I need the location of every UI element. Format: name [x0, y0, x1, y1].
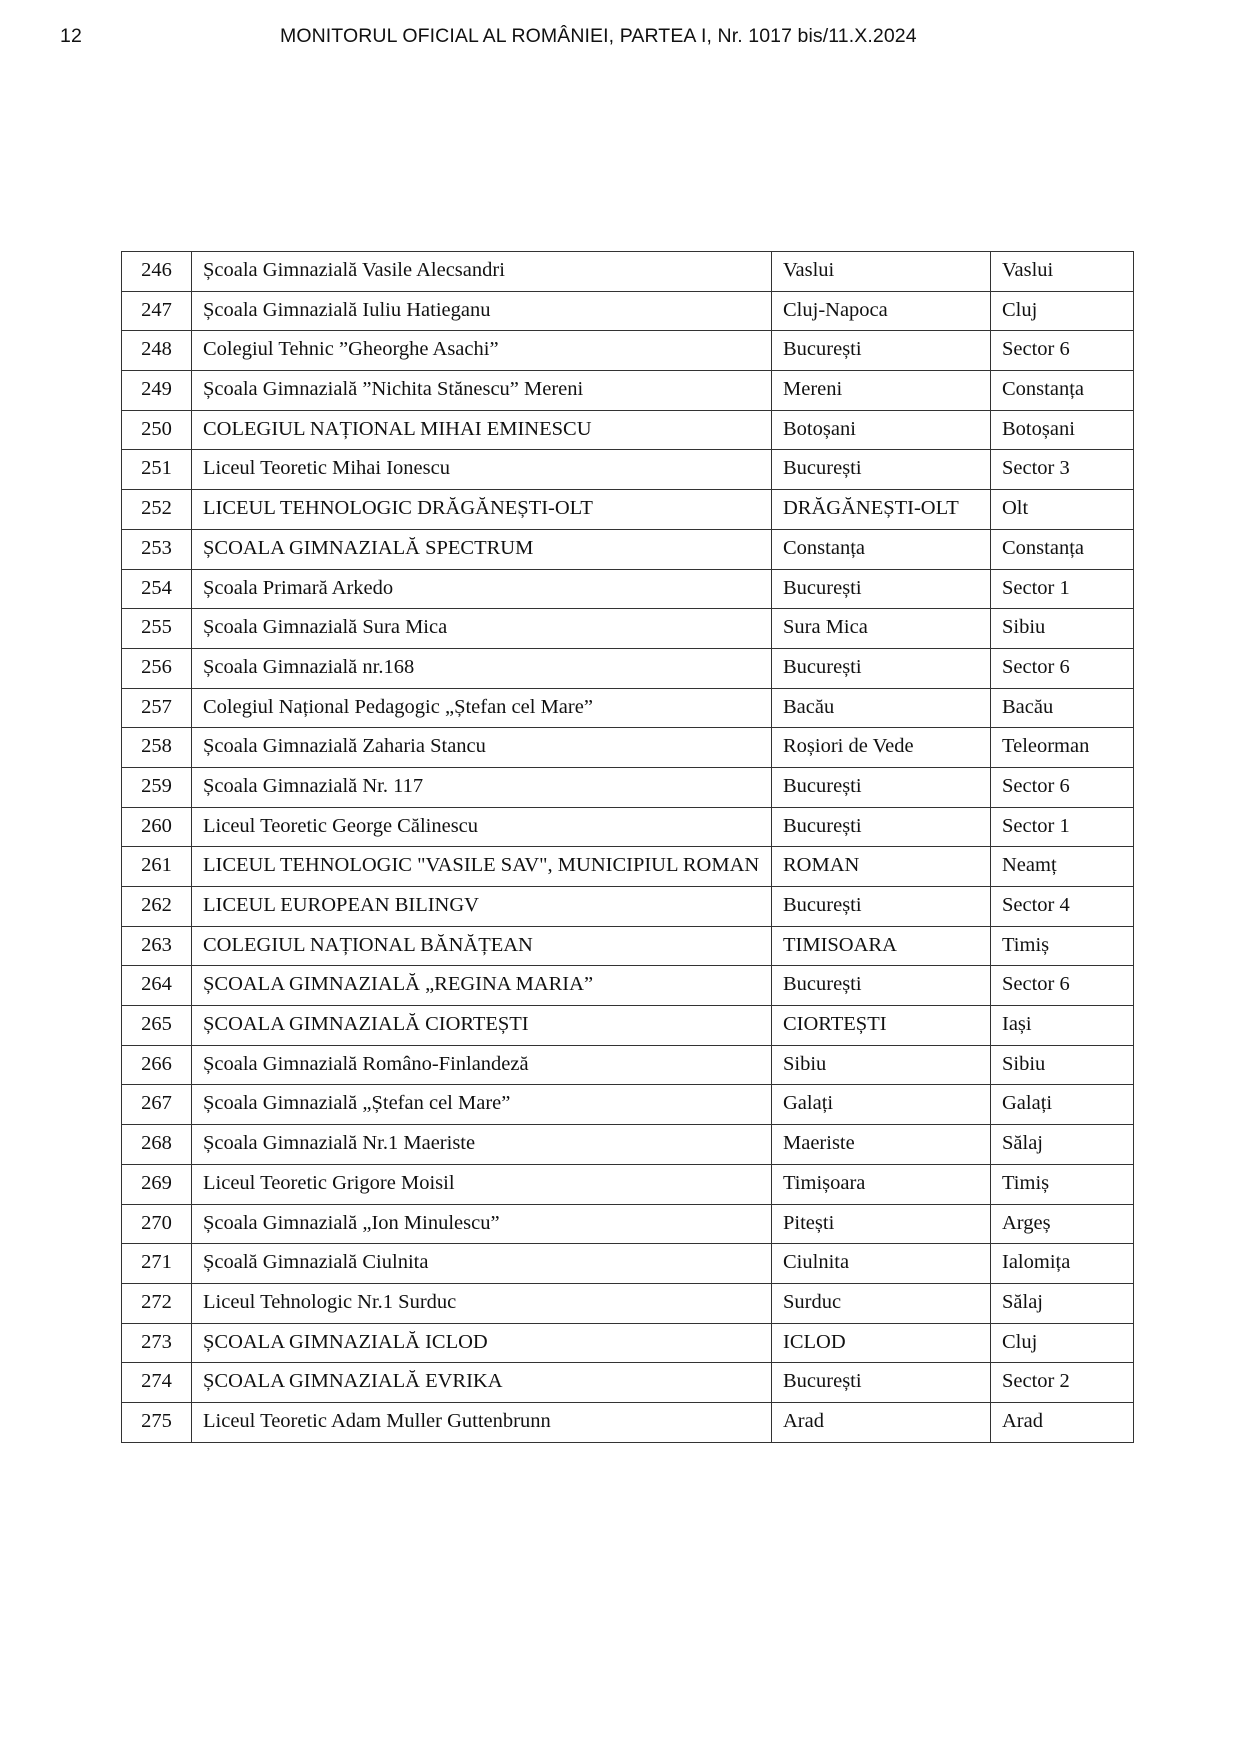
table-row — [122, 767, 1134, 807]
publication-title: MONITORUL OFICIAL AL ROMÂNIEI, PARTEA I, Nr. 1017 bis/11.X.2024 — [280, 25, 917, 47]
county-cell: Argeș — [991, 1204, 1134, 1244]
table-row — [122, 410, 1134, 450]
locality-cell: Vaslui — [772, 252, 991, 292]
county-cell: Galați — [991, 1085, 1134, 1125]
row-number-cell: 263 — [122, 926, 192, 966]
county-cell: Timiș — [991, 926, 1134, 966]
table-row — [122, 887, 1134, 927]
locality-cell: Ciulnita — [772, 1244, 991, 1284]
row-number-cell: 257 — [122, 688, 192, 728]
row-number-cell: 274 — [122, 1363, 192, 1403]
locality-cell: Bacău — [772, 688, 991, 728]
row-number-cell: 255 — [122, 609, 192, 649]
county-cell: Sector 3 — [991, 450, 1134, 490]
locality-cell: Maeriste — [772, 1125, 991, 1165]
table-row — [122, 371, 1134, 411]
locality-cell: Arad — [772, 1402, 991, 1442]
table-row — [122, 1125, 1134, 1165]
table-row — [122, 728, 1134, 768]
county-cell: Sălaj — [991, 1283, 1134, 1323]
school-name-cell: Liceul Teoretic Adam Muller Guttenbrunn — [192, 1402, 772, 1442]
school-name-cell: ȘCOALA GIMNAZIALĂ „REGINA MARIA” — [192, 966, 772, 1006]
locality-cell: Mereni — [772, 371, 991, 411]
county-cell: Sector 6 — [991, 966, 1134, 1006]
locality-cell: București — [772, 569, 991, 609]
locality-cell: Cluj-Napoca — [772, 291, 991, 331]
table-row — [122, 291, 1134, 331]
school-name-cell: Liceul Teoretic Mihai Ionescu — [192, 450, 772, 490]
locality-cell: Sura Mica — [772, 609, 991, 649]
table-row — [122, 847, 1134, 887]
row-number-cell: 260 — [122, 807, 192, 847]
county-cell: Sector 6 — [991, 767, 1134, 807]
county-cell: Cluj — [991, 291, 1134, 331]
locality-cell: București — [772, 648, 991, 688]
table-row — [122, 1244, 1134, 1284]
locality-cell: Timișoara — [772, 1164, 991, 1204]
locality-cell: ROMAN — [772, 847, 991, 887]
locality-cell: Galați — [772, 1085, 991, 1125]
row-number-cell: 265 — [122, 1006, 192, 1046]
locality-cell: București — [772, 966, 991, 1006]
table-row — [122, 331, 1134, 371]
school-name-cell: Școala Gimnazială Nr.1 Maeriste — [192, 1125, 772, 1165]
county-cell: Sibiu — [991, 609, 1134, 649]
table-row — [122, 569, 1134, 609]
row-number-cell: 261 — [122, 847, 192, 887]
school-name-cell: COLEGIUL NAȚIONAL BĂNĂȚEAN — [192, 926, 772, 966]
table-row — [122, 1006, 1134, 1046]
locality-cell: București — [772, 1363, 991, 1403]
table-row — [122, 490, 1134, 530]
page-number: 12 — [60, 25, 82, 47]
table-row — [122, 926, 1134, 966]
school-name-cell: Școala Gimnazială Româno-Finlandeză — [192, 1045, 772, 1085]
table-row — [122, 1204, 1134, 1244]
row-number-cell: 262 — [122, 887, 192, 927]
table-row — [122, 648, 1134, 688]
county-cell: Sector 1 — [991, 807, 1134, 847]
school-name-cell: Colegiul Național Pedagogic „Ștefan cel Mare” — [192, 688, 772, 728]
county-cell: Sector 6 — [991, 331, 1134, 371]
county-cell: Constanța — [991, 529, 1134, 569]
schools-table-body — [122, 252, 1134, 1443]
county-cell: Vaslui — [991, 252, 1134, 292]
county-cell: Botoșani — [991, 410, 1134, 450]
row-number-cell: 254 — [122, 569, 192, 609]
locality-cell: Botoșani — [772, 410, 991, 450]
row-number-cell: 267 — [122, 1085, 192, 1125]
locality-cell: București — [772, 887, 991, 927]
county-cell: Constanța — [991, 371, 1134, 411]
locality-cell: Roșiori de Vede — [772, 728, 991, 768]
locality-cell: București — [772, 450, 991, 490]
school-name-cell: Școala Gimnazială „Ion Minulescu” — [192, 1204, 772, 1244]
locality-cell: Sibiu — [772, 1045, 991, 1085]
school-name-cell: LICEUL TEHNOLOGIC DRĂGĂNEȘTI-OLT — [192, 490, 772, 530]
table-row — [122, 609, 1134, 649]
school-name-cell: Școala Gimnazială Vasile Alecsandri — [192, 252, 772, 292]
table-row — [122, 1045, 1134, 1085]
school-name-cell: Liceul Teoretic Grigore Moisil — [192, 1164, 772, 1204]
county-cell: Sibiu — [991, 1045, 1134, 1085]
county-cell: Sector 6 — [991, 648, 1134, 688]
row-number-cell: 268 — [122, 1125, 192, 1165]
school-name-cell: Școala Gimnazială „Ștefan cel Mare” — [192, 1085, 772, 1125]
county-cell: Sălaj — [991, 1125, 1134, 1165]
school-name-cell: LICEUL EUROPEAN BILINGV — [192, 887, 772, 927]
locality-cell: București — [772, 767, 991, 807]
row-number-cell: 270 — [122, 1204, 192, 1244]
row-number-cell: 273 — [122, 1323, 192, 1363]
school-name-cell: ȘCOALA GIMNAZIALĂ SPECTRUM — [192, 529, 772, 569]
school-name-cell: ȘCOALA GIMNAZIALĂ CIORTEȘTI — [192, 1006, 772, 1046]
county-cell: Cluj — [991, 1323, 1134, 1363]
table-row — [122, 450, 1134, 490]
school-name-cell: Școala Gimnazială ”Nichita Stănescu” Mereni — [192, 371, 772, 411]
school-name-cell: Școala Gimnazială Sura Mica — [192, 609, 772, 649]
row-number-cell: 248 — [122, 331, 192, 371]
row-number-cell: 250 — [122, 410, 192, 450]
locality-cell: Constanța — [772, 529, 991, 569]
table-row — [122, 1085, 1134, 1125]
school-name-cell: Colegiul Tehnic ”Gheorghe Asachi” — [192, 331, 772, 371]
schools-table — [121, 251, 1134, 1443]
row-number-cell: 275 — [122, 1402, 192, 1442]
table-row — [122, 807, 1134, 847]
row-number-cell: 266 — [122, 1045, 192, 1085]
school-name-cell: Școala Gimnazială Zaharia Stancu — [192, 728, 772, 768]
locality-cell: București — [772, 331, 991, 371]
locality-cell: ICLOD — [772, 1323, 991, 1363]
county-cell: Bacău — [991, 688, 1134, 728]
school-name-cell: Liceul Tehnologic Nr.1 Surduc — [192, 1283, 772, 1323]
locality-cell: Surduc — [772, 1283, 991, 1323]
locality-cell: Pitești — [772, 1204, 991, 1244]
county-cell: Timiș — [991, 1164, 1134, 1204]
county-cell: Arad — [991, 1402, 1134, 1442]
locality-cell: TIMISOARA — [772, 926, 991, 966]
table-row — [122, 688, 1134, 728]
table-row — [122, 966, 1134, 1006]
row-number-cell: 252 — [122, 490, 192, 530]
row-number-cell: 258 — [122, 728, 192, 768]
school-name-cell: LICEUL TEHNOLOGIC "VASILE SAV", MUNICIPIUL ROMAN — [192, 847, 772, 887]
school-name-cell: Școala Gimnazială nr.168 — [192, 648, 772, 688]
row-number-cell: 264 — [122, 966, 192, 1006]
county-cell: Sector 2 — [991, 1363, 1134, 1403]
row-number-cell: 246 — [122, 252, 192, 292]
row-number-cell: 271 — [122, 1244, 192, 1284]
row-number-cell: 253 — [122, 529, 192, 569]
county-cell: Neamț — [991, 847, 1134, 887]
school-name-cell: ȘCOALA GIMNAZIALĂ EVRIKA — [192, 1363, 772, 1403]
table-row — [122, 1164, 1134, 1204]
locality-cell: CIORTEȘTI — [772, 1006, 991, 1046]
row-number-cell: 249 — [122, 371, 192, 411]
county-cell: Teleorman — [991, 728, 1134, 768]
row-number-cell: 256 — [122, 648, 192, 688]
table-row — [122, 252, 1134, 292]
school-name-cell: Școala Gimnazială Nr. 117 — [192, 767, 772, 807]
county-cell: Sector 4 — [991, 887, 1134, 927]
table-row — [122, 529, 1134, 569]
page-header — [0, 22, 1240, 52]
table-row — [122, 1323, 1134, 1363]
school-name-cell: Școala Primară Arkedo — [192, 569, 772, 609]
table-row — [122, 1283, 1134, 1323]
school-name-cell: Școală Gimnazială Ciulnita — [192, 1244, 772, 1284]
row-number-cell: 272 — [122, 1283, 192, 1323]
table-row — [122, 1363, 1134, 1403]
locality-cell: DRĂGĂNEȘTI-OLT — [772, 490, 991, 530]
locality-cell: București — [772, 807, 991, 847]
county-cell: Sector 1 — [991, 569, 1134, 609]
row-number-cell: 247 — [122, 291, 192, 331]
school-name-cell: Școala Gimnazială Iuliu Hatieganu — [192, 291, 772, 331]
row-number-cell: 269 — [122, 1164, 192, 1204]
county-cell: Ialomița — [991, 1244, 1134, 1284]
county-cell: Olt — [991, 490, 1134, 530]
county-cell: Iași — [991, 1006, 1134, 1046]
school-name-cell: ȘCOALA GIMNAZIALĂ ICLOD — [192, 1323, 772, 1363]
row-number-cell: 251 — [122, 450, 192, 490]
school-name-cell: Liceul Teoretic George Călinescu — [192, 807, 772, 847]
table-row — [122, 1402, 1134, 1442]
row-number-cell: 259 — [122, 767, 192, 807]
school-name-cell: COLEGIUL NAȚIONAL MIHAI EMINESCU — [192, 410, 772, 450]
